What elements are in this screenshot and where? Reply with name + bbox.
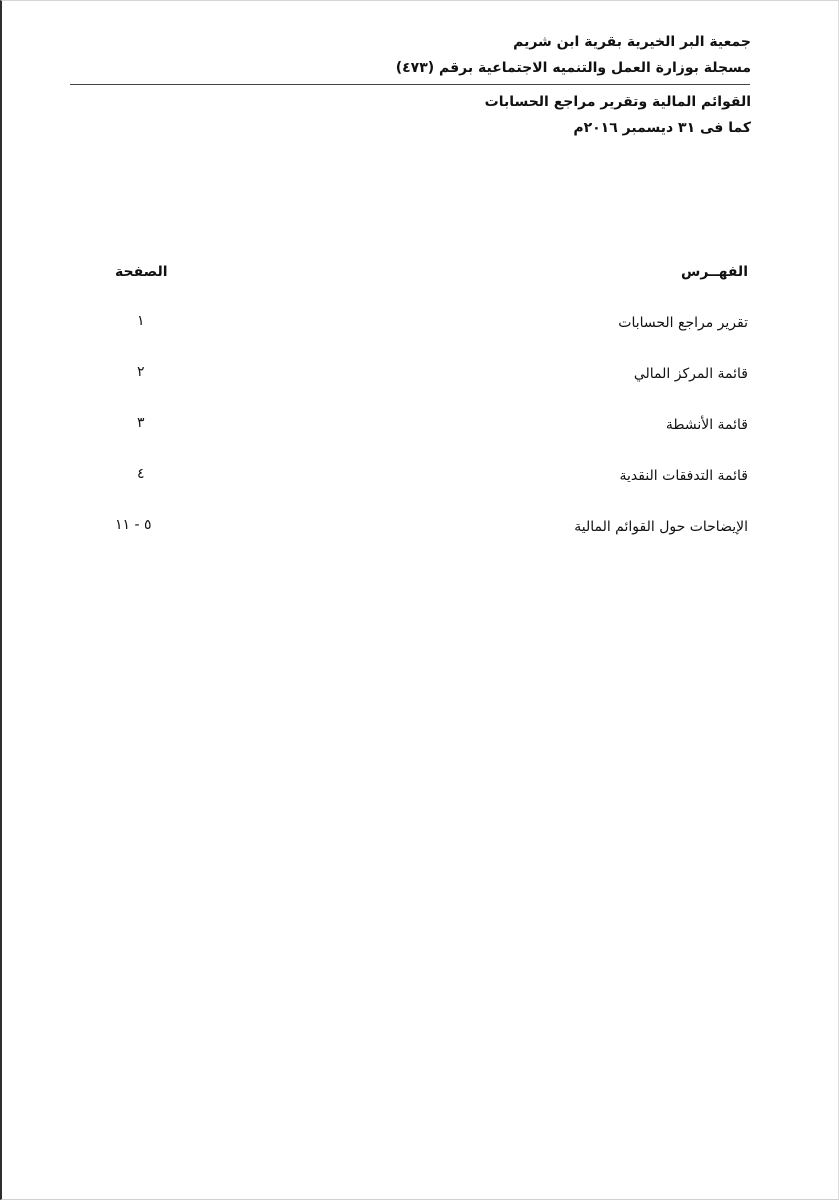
toc-page-column-label: الصفحة	[115, 264, 168, 280]
toc-item-page: ٣	[137, 415, 145, 431]
report-title: القوائم المالية وتقرير مراجع الحسابات	[484, 94, 751, 110]
toc-row-financial-position	[115, 363, 748, 389]
table-of-contents	[115, 262, 748, 567]
toc-row-cash-flows	[115, 465, 748, 491]
toc-title: الفهــرس	[681, 264, 748, 280]
organization-name: جمعية البر الخيرية بقرية ابن شريم	[513, 34, 751, 50]
toc-header	[115, 262, 748, 288]
toc-item-page: ٤	[137, 466, 145, 482]
report-date: كما فى ٣١ ديسمبر ٢٠١٦م	[573, 120, 751, 136]
registration-line: مسجلة بوزارة العمل والتنميه الاجتماعية برقم (٤٧٣)	[395, 60, 751, 76]
header-divider	[70, 84, 750, 85]
toc-row-auditor-report	[115, 312, 748, 338]
toc-item-page: ١	[137, 313, 145, 329]
toc-item-label: تقرير مراجع الحسابات	[618, 315, 748, 331]
document-header	[331, 29, 751, 81]
toc-item-label: قائمة المركز المالي	[633, 366, 748, 382]
toc-item-label: قائمة التدفقات النقدية	[619, 468, 748, 484]
toc-row-activities	[115, 414, 748, 440]
toc-row-notes	[115, 516, 748, 542]
toc-item-page: ٢	[137, 364, 145, 380]
toc-item-label: الإيضاحات حول القوائم المالية	[574, 519, 748, 535]
toc-item-page: ٥ - ١١	[115, 517, 152, 533]
report-heading	[331, 89, 751, 141]
toc-item-label: قائمة الأنشطة	[665, 417, 748, 433]
